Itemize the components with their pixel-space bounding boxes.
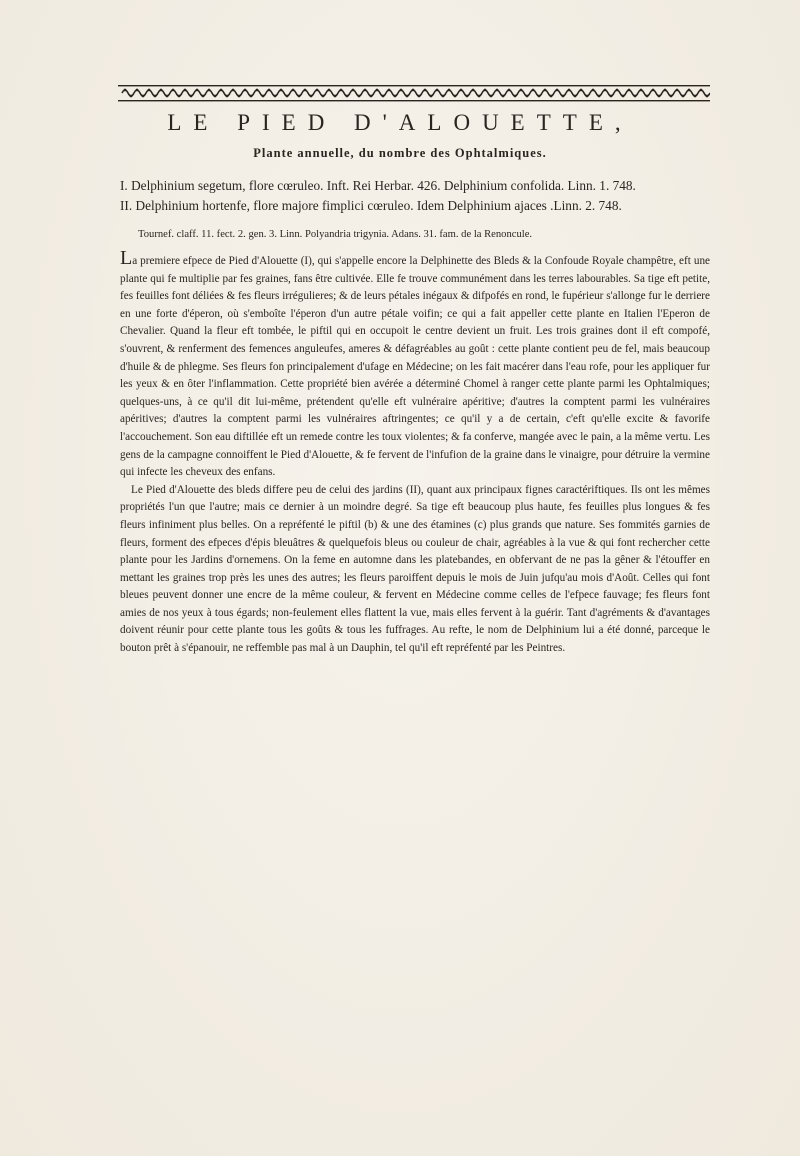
paragraph-1: La premiere efpece de Pied d'Alouette (I), qui s'appelle encore la Delphinette des Bleds & la Confoude Royale champêtre, eft une plante qui fe multiplie par fes graines, fans être cultivée. Elle fe trouve communément dans les terres labourables. Sa tige eft petite, fes feuilles font déliées & fes fleurs irrégulieres; & de leurs pétales inégaux & difpofés en rond, le fupérieur s'allonge fur le derriere en une forte d'éperon, où s'emboîte l'éperon d'un autre pétale voifin; ce qui a fait appeller cette plante en Italien l'Eperon de Chevalier. Quand la fleur eft tombée, le piftil qui en occupoit le centre devient un fruit. Les trois graines dont il eft compofé, s'ouvrent, & renferment des femences anguleufes, ameres & défagréables au goût : cette plante contient peu de fel, mais beaucoup d'huile & de phlegme. Ses fleurs fon principalement d'ufage en Médecine; on les fait macérer dans l'eau rofe, pour les appliquer fur les yeux & en ôter l'inflammation. Cette propriété bien avérée a déterminé Chomel à ranger cette plante parmi les Ophtalmiques; quelques-uns, à ce qu'il dit lui-même, prétendent qu'elle eft vulnéraire apéritive; d'autres la comptent parmi les vulnéraires apéritives; d'autres la comptent parmi les vulnéraires aftringentes; ce qu'il y a de certain, c'eft qu'elle excite & favorife l'accouchement. Son eau diftillée eft un remede contre les toux violentes; & fa conferve, mangée avec le pain, a la même vertu. Les gens de la campagne connoiffent le Pied d'Alouette, & fe fervent de l'infufion de la graine dans le vinaigre, pour détruire la vermine qui infecte les cheveux des enfans. (120, 247, 710, 479)
body-text (120, 247, 710, 658)
classification-line: Tournef. claff. 11. fect. 2. gen. 3. Linn. Polyandria trigynia. Adans. 31. fam. de la Renoncule. (138, 229, 533, 240)
synonym-line-2: II. Delphinium hortenfe, flore majore fimplici cœruleo. Idem Delphinium ajaces .Linn. 2. 748. (120, 198, 622, 213)
synonym-line-1: I. Delphinium segetum, flore cœruleo. Inft. Rei Herbar. 426. Delphinium confolida. Linn. 1. 748. (120, 178, 636, 193)
paragraph-2: Le Pied d'Alouette des bleds differe peu de celui des jardins (II), quant aux principaux fignes caractériftiques. Ils ont les mêmes propriétés l'un que l'autre; mais ce dernier à un moindre degré. Sa tige eft beaucoup plus haute, fes feuilles plus longues & fes fleurs infiniment plus belles. On a repréfenté le piftil (b) & une des étamines (c) plus grands que nature. Ses fommités garnies de fleurs, forment des efpeces d'épis bleuâtres & quelquefois bleus ou couleur de chair, agréables à la vue & qui font rechercher cette plante pour les Jardins d'ornemens. On la feme en automne dans les platebandes, en obfervant de ne pas la gêner & l'étouffer en mettant les graines trop près les unes des autres; les fleurs paroiffent depuis le mois de Juin jufqu'au mois d'Août. Celles qui font bleues peuvent donner une encre de la même couleur, & fervent en Médecine comme celles de l'efpece fauvage; fes fleurs font amies de nos yeux à tous égards; non-feulement elles flattent la vue, mais elles fervent à la guérir. Tant d'agréments & d'avantages doivent réunir pour cette plante tous les goûts & tous les fuffrages. Au refte, le nom de Delphinium lui a été donné, parceque le bouton prêt à s'épanouir, ne reffemble pas mal à un Dauphin, tel qu'il eft repréfenté par les Peintres. (120, 483, 710, 655)
ornamental-border (118, 82, 710, 104)
page-title: LE PIED D'ALOUETTE, (167, 110, 633, 135)
page-subtitle: Plante annuelle, du nombre des Ophtalmiques. (253, 146, 547, 160)
